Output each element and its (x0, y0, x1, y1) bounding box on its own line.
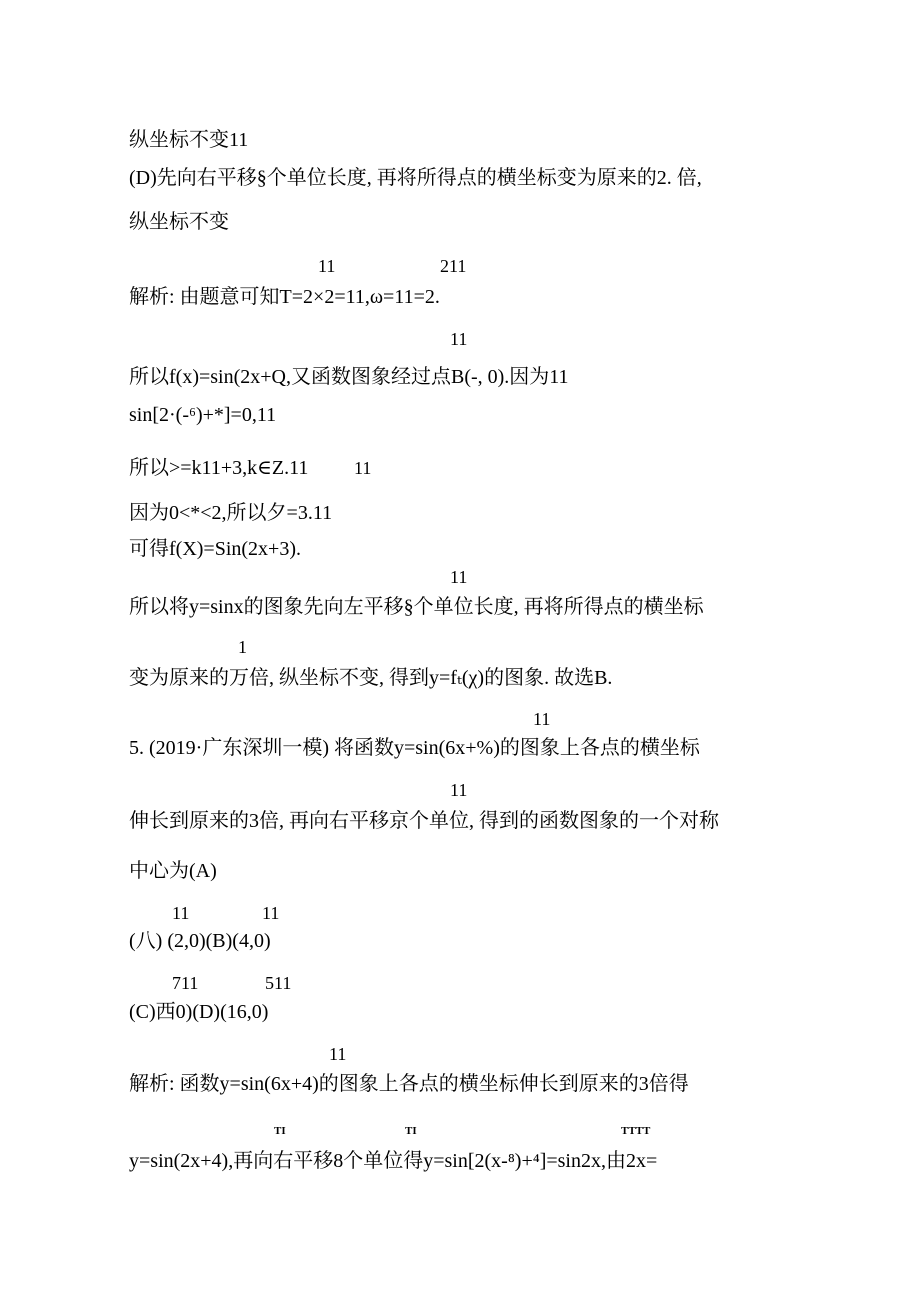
superscript-2: 211 (440, 256, 467, 276)
superscript-4: 11 (354, 458, 372, 478)
text-line-5: 解析: 由题意可知T=2×2=11,ω=11=2. (129, 286, 440, 308)
superscript-12: 511 (265, 973, 292, 993)
superscript-14: TI (274, 1125, 286, 1137)
superscript-8: 11 (450, 780, 468, 800)
text-line-7: 所以f(x)=sin(2x+Q,又函数图象经过点B(-, 0).因为11 (129, 366, 569, 388)
text-line-13: 所以将y=sinx的图象先向左平移§个单位长度, 再将所得点的横坐标 (129, 596, 704, 618)
superscript-9: 11 (172, 903, 190, 923)
text-line-24: (C)西0)(D)(16,0) (129, 1001, 269, 1023)
superscript-11: 711 (172, 973, 199, 993)
superscript-3: 11 (450, 329, 468, 349)
text-line-3: 纵坐标不变 (129, 211, 229, 233)
text-line-22: (八) (2,0)(B)(4,0) (129, 930, 271, 952)
superscript-1: 11 (318, 256, 336, 276)
text-line-20: 中心为(A) (129, 860, 217, 882)
text-line-9: 所以>=k11+3,k∈Z.11 (129, 457, 309, 479)
text-line-26: 解析: 函数y=sin(6x+4)的图象上各点的横坐标伸长到原来的3倍得 (129, 1073, 689, 1095)
text-line-11: 可得f(X)=Sin(2x+3). (129, 538, 301, 560)
text-line-15: 变为原来的万倍, 纵坐标不变, 得到y=fₜ(χ)的图象. 故选B. (129, 667, 613, 689)
superscript-15: TI (405, 1125, 417, 1137)
text-line-2: (D)先向右平移§个单位长度, 再将所得点的横坐标变为原来的2. 倍, (129, 167, 702, 189)
text-line-19: 伸长到原来的3倍, 再向右平移京个单位, 得到的函数图象的一个对称 (129, 810, 719, 832)
superscript-13: 11 (329, 1044, 347, 1064)
text-line-17: 5. (2019·广东深圳一模) 将函数y=sin(6x+%)的图象上各点的横坐标 (129, 737, 700, 759)
superscript-5: 11 (450, 567, 468, 587)
text-line-8: sin[2·(-⁶)+*]=0,11 (129, 404, 277, 426)
superscript-10: 11 (262, 903, 280, 923)
superscript-16: TTTT (621, 1125, 651, 1137)
text-line-28: y=sin(2x+4),再向右平移8个单位得y=sin[2(x-⁸)+⁴]=sin2x,由2x= (129, 1150, 658, 1172)
text-line-1: 纵坐标不变11 (129, 129, 249, 151)
superscript-7: 11 (533, 709, 551, 729)
superscript-6: 1 (238, 637, 247, 657)
text-line-10: 因为0<*<2,所以夕=3.11 (129, 502, 333, 524)
